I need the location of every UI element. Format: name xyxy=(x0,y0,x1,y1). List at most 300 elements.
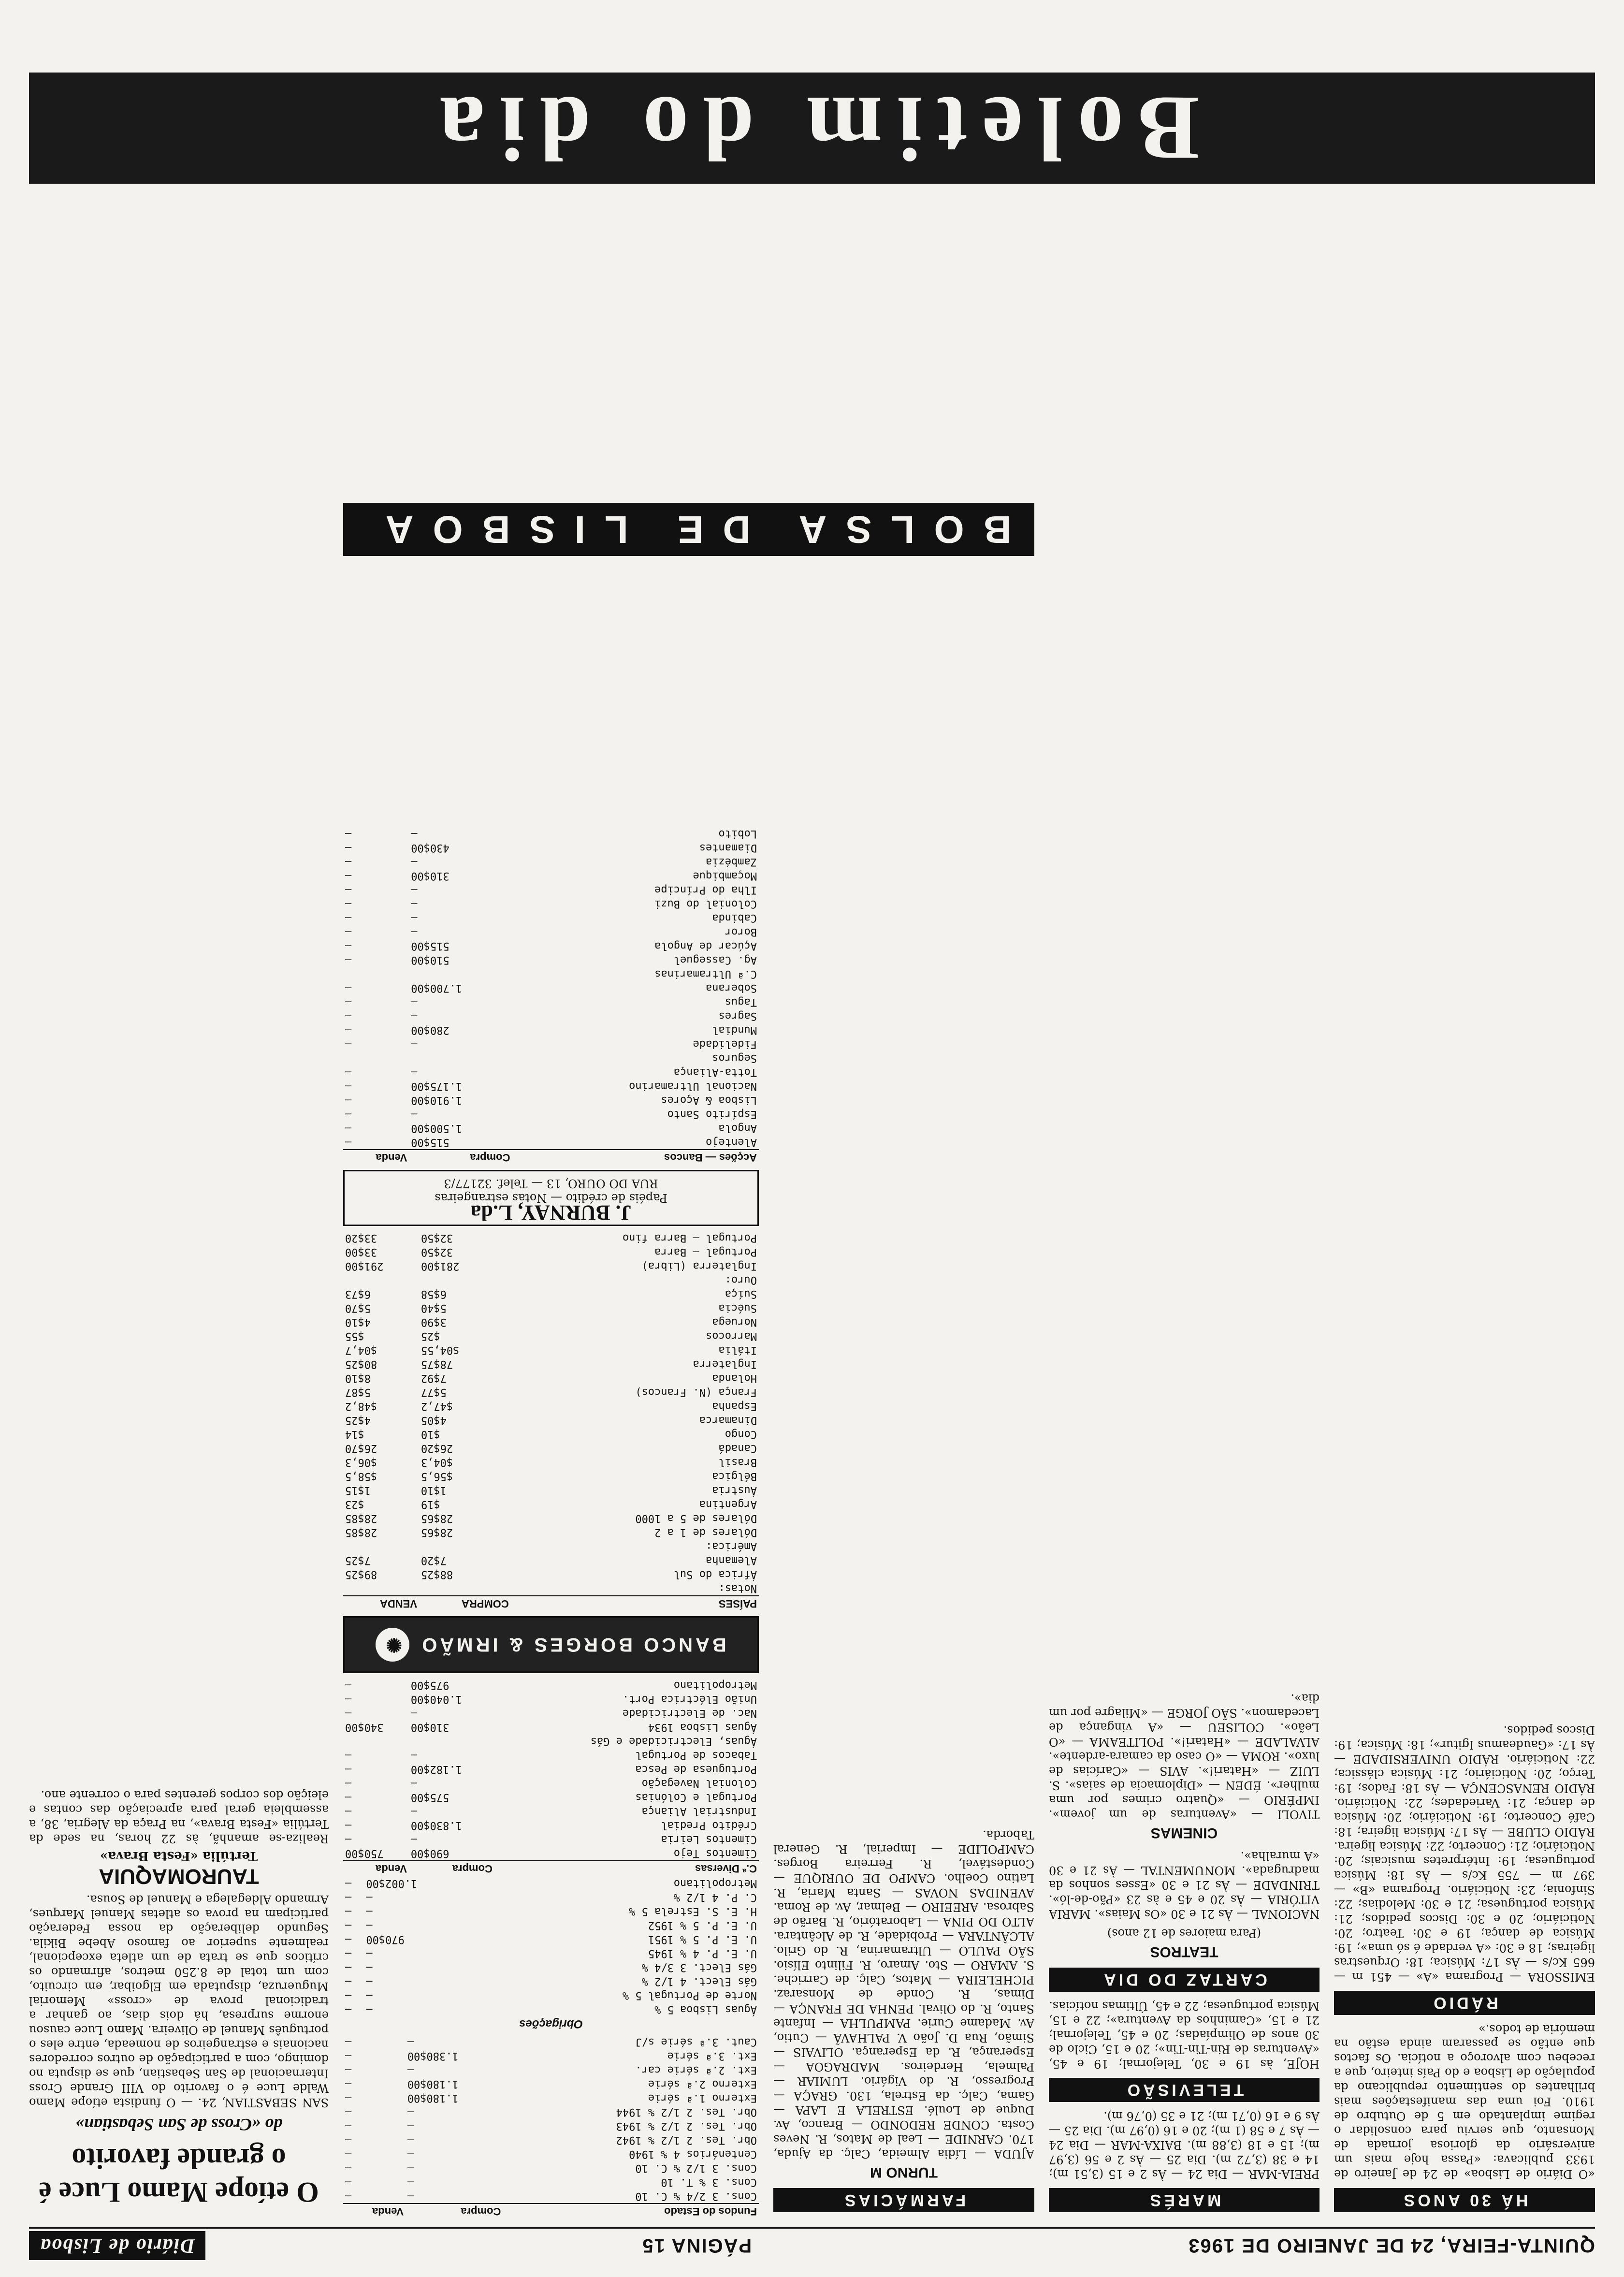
fundos-table xyxy=(343,2035,759,2219)
bolsa-heading: BOLSA DE LISBOA xyxy=(343,503,1034,556)
row-label: Alentejo xyxy=(706,1136,757,1148)
row-label: Totta-Aliança xyxy=(673,1066,757,1078)
row-sell: — xyxy=(345,1066,352,1078)
row-sell: — xyxy=(345,884,352,896)
row-label: Nacional Ultramarino xyxy=(629,1080,757,1092)
row-label: U. E. P. 5 % 1951 xyxy=(648,1933,757,1945)
row-label: Sagres xyxy=(718,1010,757,1022)
row-label: Diamantes xyxy=(699,842,757,854)
row-buy: 1.700$00 xyxy=(411,982,463,994)
row-buy: — xyxy=(410,1777,418,1789)
table-row xyxy=(343,1009,759,1023)
cartaz-heading: CARTAZ DO DIA xyxy=(1049,1968,1320,1992)
sport-subheadline: do «Cross de San Sebastian» xyxy=(75,2115,283,2134)
row-buy: 6$58 xyxy=(420,1288,447,1300)
table-row xyxy=(343,1553,759,1567)
row-buy: $10 xyxy=(420,1428,440,1440)
row-label: Espanha xyxy=(712,1400,757,1412)
televisao-heading: TELEVISÃO xyxy=(1049,2078,1320,2102)
table-row xyxy=(343,1121,759,1135)
table-row xyxy=(343,1023,759,1037)
row-sell: — xyxy=(345,828,352,840)
table-row xyxy=(343,981,759,995)
row-buy: 1.380$00 xyxy=(407,2050,459,2062)
teatros-text: NACIONAL — Às 21 e 30 «Os Maias». MARIA VITÓRIA — Às 20 e 45 e às 23 «Pão-de-ló». TRINDADE — Às 21 e 30 «Esses sonhos da madrugada». MONUMENTAL — Às 21 e 30 «A muralha». xyxy=(1049,1849,1320,1921)
row-buy: 5$40 xyxy=(420,1302,447,1314)
row-label: Lobito xyxy=(718,828,757,840)
row-buy: — xyxy=(407,2190,414,2202)
row-sell: 33$00 xyxy=(345,1246,377,1258)
row-sell: — xyxy=(345,2162,352,2174)
row-label: Alemanha xyxy=(706,1554,757,1566)
table-row xyxy=(343,2161,759,2175)
ha-anos-text: «O Diário de Lisboa» de 24 de Janeiro de 1933 publicava: «Passa hoje mais um aniversário da gloriosa jornada de Monsanto, que serviu para consolidar o regime implantado em 5 de Outubro de 1910. Foi uma das manifestações mais brilhantes do sentimento republicano da população de Lisboa e do País inteiro, que a recebeu com alvoroço a notícia. Os factos que então se passaram ainda estão na memória de todos.» xyxy=(1334,2022,1595,2181)
row-label: Notas: xyxy=(718,1582,757,1594)
bank-emblem-icon: ✺ xyxy=(376,1628,409,1662)
table-row xyxy=(343,1748,759,1762)
table-row xyxy=(343,995,759,1009)
row-buy: 1.180$00 xyxy=(407,2092,459,2104)
diversas-col-sell: Venda xyxy=(343,1861,409,1876)
row-buy: 975$00 xyxy=(410,1679,450,1691)
table-row xyxy=(343,1720,759,1734)
row-buy: — xyxy=(366,2003,373,2015)
table-row xyxy=(343,841,759,855)
row-label: Externo 2.ª série xyxy=(648,2078,757,2090)
row-label: Cons. 3 2/4 % C. 10 xyxy=(635,2190,757,2202)
row-sell: 89$25 xyxy=(345,1568,377,1580)
row-buy: — xyxy=(410,1833,418,1845)
tauromaquia-text: Realiza-se amanhã, às 22 horas, na sede da Tertúlia «Festa Brava», na Praça da Alegria, 38, a assembleia geral para apreciação das contas e eleição dos corpos gerentes para o corrente ano. xyxy=(29,1788,329,1845)
table-row xyxy=(343,2147,759,2161)
row-label: Dólares de 1 a 2 xyxy=(654,1526,757,1538)
row-label: Cimentos Tejo xyxy=(673,1847,757,1859)
table-row xyxy=(343,1357,759,1371)
row-sell: 33$20 xyxy=(345,1232,377,1244)
row-buy: — xyxy=(366,1919,373,1931)
row-sell: — xyxy=(345,1094,352,1106)
table-row xyxy=(343,1706,759,1720)
row-sell: — xyxy=(345,1933,352,1945)
row-label: Gás Elect. 3 3/4 % xyxy=(641,1961,757,1973)
table-row xyxy=(343,1804,759,1818)
row-buy xyxy=(409,1734,494,1748)
row-label: Centenários 4 % 1940 xyxy=(629,2148,757,2160)
fundos-col-name: Fundos do Estado xyxy=(503,2204,759,2219)
row-buy: $04,55 xyxy=(420,1344,460,1356)
row-buy: 32$50 xyxy=(420,1232,453,1244)
table-row xyxy=(343,1832,759,1846)
row-buy: — xyxy=(407,2120,414,2132)
row-buy: 281$00 xyxy=(420,1260,460,1272)
radio-heading: RÁDIO xyxy=(1334,1991,1595,2015)
table-row xyxy=(343,1483,759,1497)
row-label: Itália xyxy=(718,1344,757,1356)
turno-heading: TURNO M xyxy=(870,2164,938,2180)
row-buy xyxy=(409,967,512,981)
row-sell: 750$00 xyxy=(345,1847,384,1859)
row-sell xyxy=(343,1581,419,1596)
row-buy: 1.180$00 xyxy=(407,2078,459,2090)
burnay-advert xyxy=(343,1170,759,1226)
acoes-table xyxy=(343,827,759,1165)
table-row xyxy=(343,1037,759,1051)
table-row xyxy=(343,1287,759,1301)
row-sell: — xyxy=(345,1693,352,1705)
row-sell: 5$87 xyxy=(345,1386,371,1398)
row-sell: — xyxy=(345,2064,352,2076)
row-label: H. E. S. Estrela 5 % xyxy=(629,1905,757,1917)
row-label: C.ª Ultramarinas xyxy=(654,968,757,980)
row-sell: 26$70 xyxy=(345,1442,377,1454)
row-sell: — xyxy=(345,940,352,952)
table-row xyxy=(343,1818,759,1832)
row-sell xyxy=(343,967,409,981)
row-label: Inglaterra (Libra) xyxy=(641,1260,757,1272)
row-buy: 32$50 xyxy=(420,1246,453,1258)
row-label: Águas Lisboa 5 % xyxy=(654,2003,757,2015)
burnay-sub: Papéis de crédito — Notas estrangeiras xyxy=(435,1191,667,1205)
row-buy: 4$05 xyxy=(420,1414,447,1426)
row-sell: — xyxy=(345,1707,352,1719)
row-sell: — xyxy=(345,842,352,854)
row-label: América: xyxy=(706,1540,757,1552)
table-row xyxy=(343,1329,759,1343)
table-row xyxy=(343,1231,759,1245)
table-row xyxy=(343,1259,759,1273)
row-sell: 8$10 xyxy=(345,1372,371,1384)
table-row xyxy=(343,1399,759,1413)
row-label: Seguros xyxy=(712,1052,757,1064)
row-sell: — xyxy=(345,2120,352,2132)
row-sell: — xyxy=(345,1763,352,1775)
paises-col-sell: VENDA xyxy=(343,1596,419,1611)
row-label: Soberana xyxy=(706,982,757,994)
row-buy: — xyxy=(411,856,418,868)
table-row xyxy=(343,897,759,911)
row-label: Águas Lisboa 1934 xyxy=(648,1721,757,1733)
row-sell: — xyxy=(345,856,352,868)
row-label: Cabinda xyxy=(712,912,757,924)
row-buy: — xyxy=(411,912,418,924)
row-buy: — xyxy=(407,2162,414,2174)
table-row xyxy=(343,2063,759,2077)
row-buy: $04,3 xyxy=(420,1456,453,1468)
row-sell: 28$85 xyxy=(345,1526,377,1538)
newspaper-logo: Diário de Lisboa xyxy=(29,2231,205,2260)
fundos-col-buy: Compra xyxy=(406,2204,503,2219)
row-buy: 430$00 xyxy=(411,842,450,854)
row-buy: — xyxy=(411,1038,418,1050)
table-row xyxy=(343,2002,759,2016)
table-row xyxy=(343,1385,759,1399)
table-row xyxy=(343,1846,759,1861)
row-sell: 5$70 xyxy=(345,1302,371,1314)
row-buy: 1.040$00 xyxy=(410,1693,462,1705)
row-buy: — xyxy=(366,1989,373,2001)
table-row xyxy=(343,1904,759,1918)
row-label: Tabacos de Portugal xyxy=(635,1749,757,1761)
row-label: Angola xyxy=(718,1122,757,1134)
row-label: Caut. 3.ª série s/J xyxy=(635,2036,757,2048)
row-sell: — xyxy=(345,870,352,882)
table-row xyxy=(343,953,759,967)
row-sell: — xyxy=(345,1010,352,1022)
row-sell xyxy=(343,1539,419,1553)
row-buy: 575$00 xyxy=(410,1791,450,1803)
row-sell: 4$25 xyxy=(345,1414,371,1426)
table-row xyxy=(343,1974,759,1988)
row-buy: — xyxy=(407,2106,414,2118)
row-label: Tagus xyxy=(725,996,757,1008)
row-buy: — xyxy=(410,1749,418,1761)
table-row xyxy=(343,1790,759,1804)
row-buy: — xyxy=(366,1947,373,1959)
row-sell: — xyxy=(345,2148,352,2160)
ha-anos-heading: HÁ 30 ANOS xyxy=(1334,2188,1595,2212)
table-row xyxy=(343,1065,759,1079)
table-row xyxy=(343,1135,759,1150)
table-row xyxy=(343,855,759,869)
row-sell: — xyxy=(345,1038,352,1050)
row-sell: — xyxy=(345,1833,352,1845)
row-label: Suíça xyxy=(725,1288,757,1300)
row-buy xyxy=(409,1051,512,1065)
sport-text: SAN SEBASTIAN, 24. — O fundista etíope Mamo Walde Luce é o favorito do VIII Grande Cross Internacional de San Sebastian, que se disputa no domingo, com a participação de outros corredores nacionais e estrangeiros de nomeada, entre eles o português Manuel de Oliveira. Mamo Luce causou enorme surpresa, há dois dias, ao ganhar a tradicional prova de «cross» Memorial Mugueruza, disputada em Elgoibar, em circuito, com um total de 8.250 metros, afirmando os críticos que se trata de um atleta excepcional, realmente superior ao famoso Abebe Bikila. Segundo deliberação da nossa Federação participam na prova os atletas Manuel Marques, Armando Aldegalega e Manuel de Sousa. xyxy=(29,1893,329,2109)
row-label: Açúcar de Angola xyxy=(654,940,757,952)
row-label: Cimentos Leiria xyxy=(661,1833,757,1845)
table-row xyxy=(343,1960,759,1974)
bank-advert xyxy=(343,1616,759,1673)
table-row xyxy=(343,1455,759,1469)
table-row xyxy=(343,1567,759,1581)
table-row xyxy=(343,1093,759,1107)
table-row xyxy=(343,1946,759,1960)
row-label: Ext. 3.ª série xyxy=(667,2050,757,2062)
row-sell: — xyxy=(345,2106,352,2118)
diversas-col-buy: Compra xyxy=(409,1861,494,1876)
row-label: Norte de Portugal 5 % xyxy=(622,1989,757,2001)
column-radio-history xyxy=(1334,198,1595,2219)
row-buy: — xyxy=(411,828,418,840)
row-label: Metropolitano xyxy=(673,1877,757,1889)
table-row xyxy=(343,1107,759,1121)
row-sell: 28$85 xyxy=(345,1512,377,1524)
row-sell xyxy=(343,1051,409,1065)
tauromaquia-subheading: Tertúlia «Festa Brava» xyxy=(100,1849,258,1863)
row-label: Industrial Aliança xyxy=(641,1805,757,1817)
row-buy xyxy=(419,1273,511,1287)
teatros-age: (Para maiores de 12 anos) xyxy=(1107,1927,1262,1940)
table-row xyxy=(343,1734,759,1748)
obrigacoes-label: Obrigações xyxy=(519,2017,583,2030)
table-row xyxy=(343,2119,759,2133)
table-row xyxy=(343,1525,759,1539)
row-sell: — xyxy=(345,1805,352,1817)
table-row xyxy=(343,869,759,883)
table-row xyxy=(343,1427,759,1441)
row-label: Ag. Casseguel xyxy=(673,954,757,966)
row-sell: — xyxy=(345,1108,352,1120)
obrigacoes-table xyxy=(343,1876,759,2016)
row-buy: — xyxy=(366,1905,373,1917)
table-row xyxy=(343,2077,759,2091)
row-sell: — xyxy=(345,954,352,966)
row-sell: — xyxy=(345,2134,352,2146)
row-buy: 310$00 xyxy=(411,870,450,882)
column-sport xyxy=(29,440,329,2219)
row-label: U. E. P. 4 % 1945 xyxy=(648,1947,757,1959)
diversas-table xyxy=(343,1678,759,1876)
row-buy: — xyxy=(410,1805,418,1817)
table-row xyxy=(343,1511,759,1525)
row-sell: — xyxy=(345,912,352,924)
row-buy: — xyxy=(411,1066,418,1078)
row-label: Dólares de 5 a 1000 xyxy=(635,1512,757,1524)
table-row xyxy=(343,2105,759,2119)
row-label: Obr. Tes. 2 1/2 % 1943 xyxy=(616,2120,757,2132)
row-buy xyxy=(419,1581,511,1596)
row-buy: 26$20 xyxy=(420,1442,453,1454)
table-row xyxy=(343,2175,759,2189)
row-sell: — xyxy=(345,1136,352,1148)
row-buy: — xyxy=(407,2148,414,2160)
row-label: Brasil xyxy=(718,1456,757,1468)
row-sell: $48,2 xyxy=(345,1400,377,1412)
row-sell: $55 xyxy=(345,1330,364,1342)
row-label: Ilha do Príncipe xyxy=(654,884,757,896)
row-sell: $04,7 xyxy=(345,1344,377,1356)
row-sell: $23 xyxy=(345,1498,364,1510)
row-label: Externo 1.ª série xyxy=(648,2092,757,2104)
table-row xyxy=(343,925,759,939)
row-sell: 1$15 xyxy=(345,1484,371,1496)
row-buy: — xyxy=(407,2036,414,2048)
row-label: Obr. Tes. 2 1/2 % 1942 xyxy=(616,2134,757,2146)
row-label: Cons. 3 % T. 10 xyxy=(661,2176,757,2188)
row-label: Moçambique xyxy=(693,870,757,882)
row-sell: — xyxy=(345,1947,352,1959)
row-buy: 78$75 xyxy=(420,1358,453,1370)
table-row xyxy=(343,1245,759,1259)
table-row xyxy=(343,1079,759,1093)
row-buy xyxy=(419,1539,511,1553)
row-sell: — xyxy=(345,2176,352,2188)
row-sell: — xyxy=(345,1877,352,1889)
table-row xyxy=(343,1932,759,1946)
table-row xyxy=(343,1581,759,1596)
row-label: Dinamarca xyxy=(699,1414,757,1426)
paises-table xyxy=(343,1231,759,1611)
row-sell: — xyxy=(345,1791,352,1803)
row-label: França (N. Francos) xyxy=(635,1386,757,1398)
table-row xyxy=(343,1692,759,1706)
row-buy: — xyxy=(411,926,418,938)
row-sell: — xyxy=(345,1891,352,1903)
fundos-col-sell: Venda xyxy=(343,2204,406,2219)
row-buy: 690$00 xyxy=(410,1847,450,1859)
row-sell: — xyxy=(345,1749,352,1761)
row-sell: 340$00 xyxy=(345,1721,384,1733)
table-row xyxy=(343,1890,759,1904)
row-sell: $14 xyxy=(345,1428,364,1440)
row-sell: $06,3 xyxy=(345,1456,377,1468)
row-buy: 5$77 xyxy=(420,1386,447,1398)
table-row xyxy=(343,1918,759,1932)
row-sell: — xyxy=(345,996,352,1008)
row-label: Zambézia xyxy=(706,856,757,868)
row-sell: — xyxy=(345,982,352,994)
row-label: Gás Elect. 4 1/2 % xyxy=(641,1975,757,1987)
header-date: QUINTA-FEIRA, 24 DE JANEIRO DE 1963 xyxy=(1188,2235,1595,2257)
row-buy: $47,2 xyxy=(420,1400,453,1412)
row-buy: 510$00 xyxy=(411,954,450,966)
row-label: Boror xyxy=(725,926,757,938)
row-sell: 6$73 xyxy=(345,1288,371,1300)
row-sell: — xyxy=(345,1975,352,1987)
table-row xyxy=(343,1343,759,1357)
row-sell: — xyxy=(345,2036,352,2048)
row-label: África do Sul xyxy=(673,1568,757,1580)
table-row xyxy=(343,1469,759,1483)
table-row xyxy=(343,883,759,897)
row-buy: — xyxy=(407,2134,414,2146)
teatros-heading: TEATROS xyxy=(1150,1944,1218,1960)
row-buy: 7$92 xyxy=(420,1372,447,1384)
row-buy: 970$00 xyxy=(366,1933,405,1945)
table-row xyxy=(343,1273,759,1287)
row-sell: 4$10 xyxy=(345,1316,371,1328)
row-label: Bélgica xyxy=(712,1470,757,1482)
farmacias-heading: FARMÁCIAS xyxy=(773,2188,1034,2212)
paises-col-buy: COMPRA xyxy=(419,1596,511,1611)
row-label: Portugal — Barra fino xyxy=(622,1232,757,1244)
row-label: Cons. 3 1/2 % C. 10 xyxy=(635,2162,757,2174)
row-label: Crédito Predial xyxy=(661,1819,757,1831)
table-row xyxy=(343,2035,759,2049)
cinemas-text: TIVOLI — «Aventuras de um jovem». IMPÉRIO — «Quatro crimes por uma mulher». ÉDEN — «Diplomacia de saias». S. LUIZ — «Hatari!». AVIS — «Carícias de luxo». ROMA — «O caso da camara-ardente». ALVALADE — «Hatari!». POLITEAMA — «O Leão». COLISEU — «A vingança de Lacedamon». SÃO JORGE — «Milagre por um dia». xyxy=(1049,1692,1320,1821)
row-label: Portugal e Colónias xyxy=(635,1791,757,1803)
burnay-name: J. BURNAY, L.da xyxy=(470,1201,632,1225)
table-row xyxy=(343,1301,759,1315)
row-buy: — xyxy=(366,1975,373,1987)
row-label: Colonial Navegação xyxy=(641,1777,757,1789)
row-sell: — xyxy=(345,1080,352,1092)
row-buy: 1.002$00 xyxy=(366,1877,418,1889)
row-sell: — xyxy=(345,1122,352,1134)
row-sell xyxy=(343,1734,409,1748)
row-buy: 280$00 xyxy=(411,1024,450,1036)
row-sell: — xyxy=(345,1777,352,1789)
televisao-text: HOJE, às 19 e 30, Telejornal; 19 e 45, «Aventuras de Rin-Tin-Tin»; 20 e 15, Ciclo de 30 anos de Olimpíadas; 20 e 45, Telejornal; 21 e 15, «Caminhos da Aventura»; 22 e 15, Música portuguesa; 22 e 45, Últimas notícias. xyxy=(1049,1999,1320,2071)
row-label: União Eléctrica Port. xyxy=(622,1693,757,1705)
table-row xyxy=(343,1876,759,1890)
table-row xyxy=(343,1776,759,1790)
row-sell: — xyxy=(345,1819,352,1831)
row-sell: — xyxy=(345,1679,352,1691)
row-label: Noruega xyxy=(712,1316,757,1328)
acoes-col-sell: Venda xyxy=(343,1150,409,1165)
row-label: C. P. 4 1/2 % xyxy=(673,1891,757,1903)
row-label: Ext. 2.ª série car. xyxy=(635,2064,757,2076)
row-buy: $19 xyxy=(420,1498,440,1510)
table-row xyxy=(343,1762,759,1776)
row-buy: — xyxy=(407,2176,414,2188)
row-label: Ouro: xyxy=(725,1274,757,1286)
row-sell: 291$00 xyxy=(345,1260,384,1272)
table-row xyxy=(343,1678,759,1692)
row-sell: — xyxy=(345,2050,352,2062)
